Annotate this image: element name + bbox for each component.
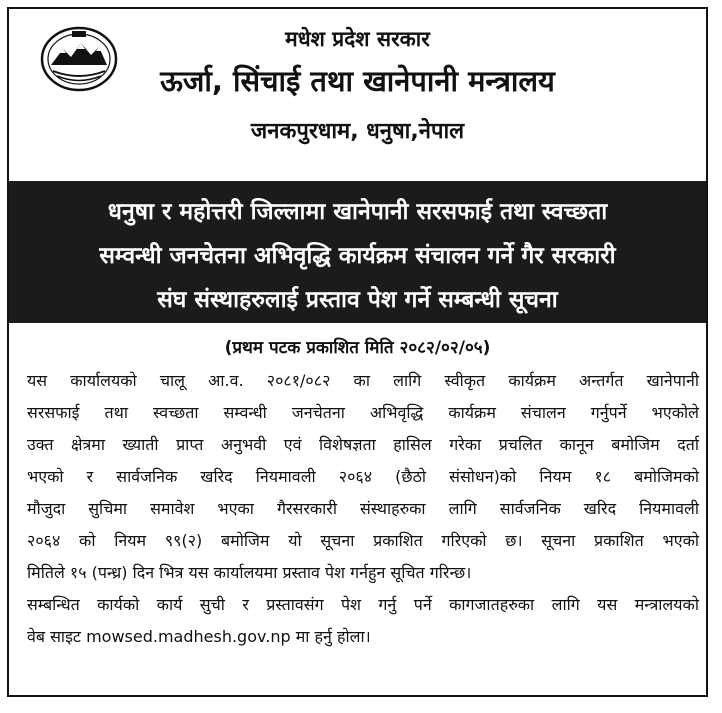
body-line: यस कार्यालयको चालू आ.व. २०८१/०८२ का लागि स्वीकृत कार्यक्रम अन्तर्गत खानेपानी <box>27 371 699 390</box>
body-line-website: वेब साइट mowsed.madhesh.gov.np मा हर्नु होला। <box>27 627 371 646</box>
ministry-name: ऊर्जा, सिंचाई तथा खानेपानी मन्त्रालय <box>160 64 555 98</box>
notice-title-band <box>9 181 706 323</box>
body-line: उक्त क्षेत्रमा ख्याती प्राप्त अनुभवी एवं विशेषज्ञता हासिल गरेका प्रचलित कानून बमोजिम दर्ता <box>27 435 699 454</box>
body-line: सम्बन्धित कार्यको कार्य सुची र प्रस्तावसंग पेश गर्नु पर्ने कागजातहरुका लागि यस मन्त्रालयको <box>27 595 699 614</box>
notice-frame <box>7 7 708 697</box>
notice-body <box>27 365 699 653</box>
publication-date: (प्रथम पटक प्रकाशित मिति २०८२/०२/०५) <box>224 338 491 358</box>
notice-title-line: धनुषा र महोत्तरी जिल्लामा खानेपानी सरसफाई तथा स्वच्छता <box>107 199 608 225</box>
government-name: मधेश प्रदेश सरकार <box>285 27 430 51</box>
body-line: २०६४ को नियम ९९(२) बमोजिम यो सूचना प्रकाशित गरिएको छ। सूचना प्रकाशित भएको <box>27 531 699 550</box>
body-line: मितिले १५ (पन्ध्र) दिन भित्र यस कार्यालयमा प्रस्ताव पेश गर्नहुन सूचित गरिन्छ। <box>27 563 472 582</box>
body-line: मौजुदा सुचिमा समावेश भएका गैरसरकारी संस्थाहरुका लागि सार्वजनिक खरिद नियमावली <box>27 499 699 518</box>
notice-title-line: संघ संस्थाहरुलाई प्रस्ताव पेश गर्ने सम्बन्धी सूचना <box>157 287 558 313</box>
notice-title-line: सम्वन्धी जनचेतना अभिवृद्धि कार्यक्रम संचालन गर्ने गैर सरकारी <box>99 243 616 269</box>
office-location: जनकपुरधाम, धनुषा,नेपाल <box>250 119 465 144</box>
body-line: सरसफाई तथा स्वच्छता सम्वन्धी जनचेतना अभिवृद्धि कार्यक्रम संचालन गर्नुपर्ने भएकोले <box>27 403 699 422</box>
body-line: भएको र सार्वजनिक खरिद नियमावली २०६४ (छैठो संसोधन)को नियम १८ बमोजिमको <box>27 467 699 486</box>
